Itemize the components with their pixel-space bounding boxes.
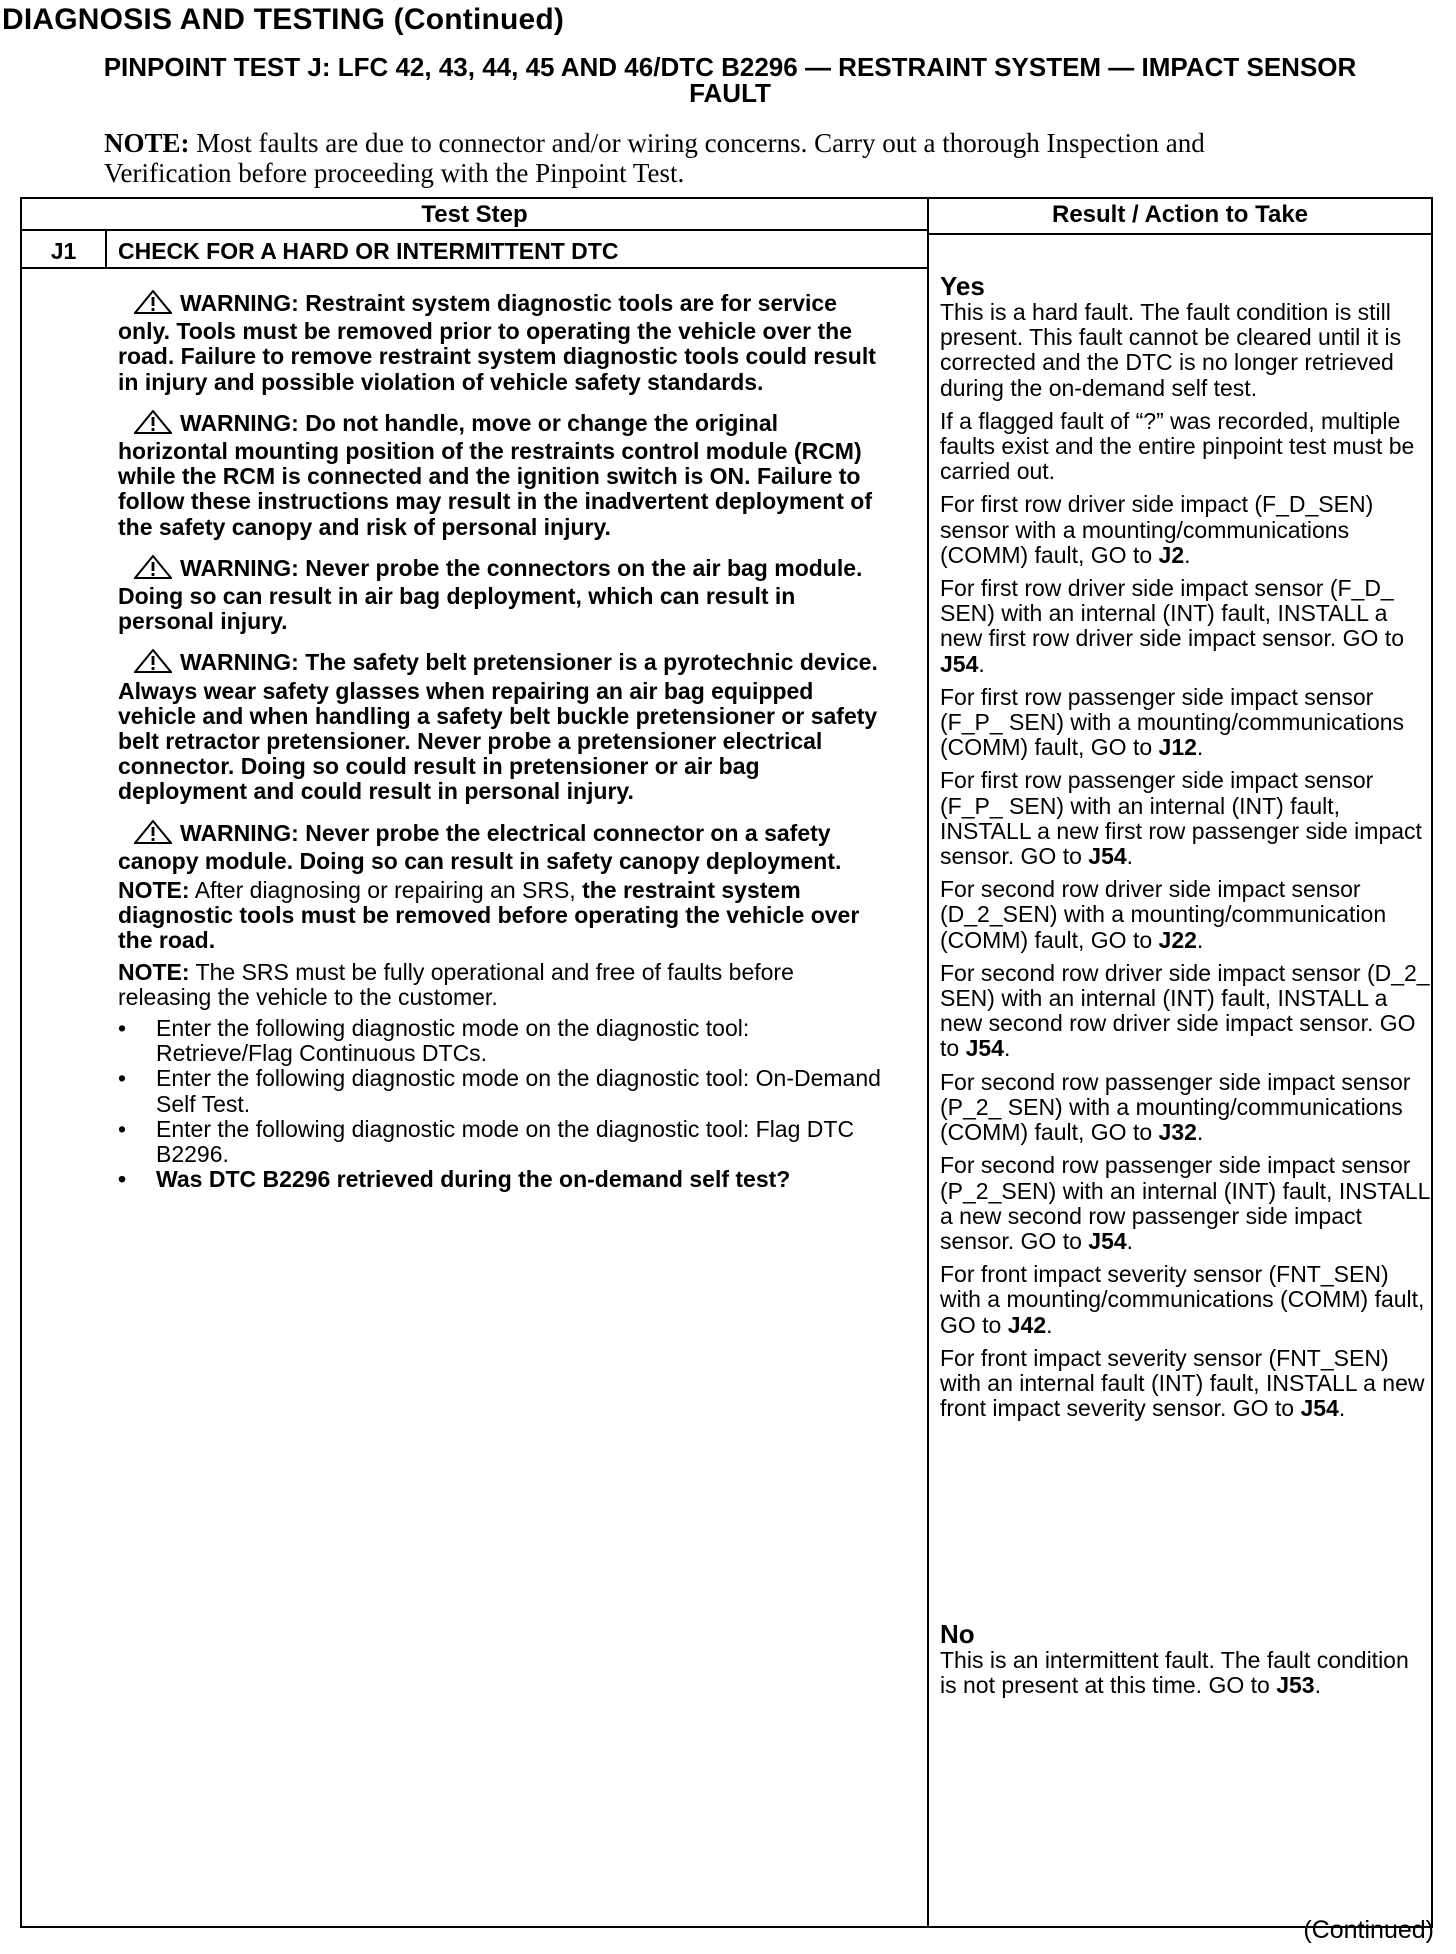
result-item: If a flagged fault of “?” was recorded, multiple faults exist and the entire pinpoint test must be carried out. xyxy=(940,407,1415,485)
intro-note-label: NOTE: xyxy=(104,128,190,158)
goto-step-link[interactable]: J54 xyxy=(1300,1395,1339,1422)
note-label: NOTE: xyxy=(118,958,190,985)
step-row-divider xyxy=(20,267,929,269)
warning-text: WARNING: The safety belt pretensioner is a pyrotechnic device. Always wear safety glasses when repairing an air bag equipped vehicle and when handling a safety belt buckle pretensioner or safety belt retractor pretensioner. Never probe a pretensioner electrical connector. Doing so could result in pretensioner or air bag deployment and could result in personal injury. xyxy=(118,649,878,805)
goto-step-link[interactable]: J42 xyxy=(1007,1311,1047,1338)
pinpoint-test-title xyxy=(20,54,1440,106)
note-label: NOTE: xyxy=(118,877,190,904)
goto-step-link[interactable]: J32 xyxy=(1158,1119,1197,1146)
result-item: For front impact severity sensor (FNT_SEN) with an internal fault (INT) fault, INSTALL a new front impact severity sensor. GO to J54. xyxy=(940,1344,1425,1422)
goto-step-link[interactable]: J53 xyxy=(1276,1672,1315,1699)
page-title: DIAGNOSIS AND TESTING (Continued) xyxy=(2,3,565,36)
procedure-step: • Enter the following diagnostic mode on the diagnostic tool: Flag DTC B2296. xyxy=(118,1117,888,1167)
result-no-block xyxy=(940,1620,1430,1706)
warning-text: WARNING: Do not handle, move or change the original horizontal mounting position of the restraints control module (RCM) while the RCM is connected and the ignition switch is ON. Failure to follow these instructions may result in the inadvertent deployment of the safety canopy and risk of personal injury. xyxy=(118,409,873,540)
goto-step-link[interactable]: J54 xyxy=(1088,843,1127,870)
result-item: For second row driver side impact sensor (D_2_ SEN) with an internal (INT) fault, INSTALL a new second row driver side impact sensor. GO to J54. xyxy=(940,959,1430,1062)
warning-triangle-icon xyxy=(134,820,172,849)
result-item: For second row driver side impact sensor (D_2_SEN) with a mounting/communication (COMM) fault, GO to J22. xyxy=(940,876,1387,953)
note-srs-tools xyxy=(118,878,888,954)
continued-footer: (Continued) xyxy=(1303,1916,1434,1944)
warning-text: WARNING: Never probe the connectors on the air bag module. Doing so can result in air bag deployment, which can result in personal injury. xyxy=(118,554,863,635)
note-srs-operational xyxy=(118,960,888,1010)
warning-triangle-icon xyxy=(134,290,172,319)
note-text: The SRS must be fully operational and free of faults before releasing the vehicle to the customer. xyxy=(118,958,794,1010)
result-item: For second row passenger side impact sensor (P_2_ SEN) with a mounting/communications (COMM) fault, GO to J32. xyxy=(940,1068,1411,1146)
warning-text: WARNING: Never probe the electrical connector on a safety canopy module. Doing so can result in safety canopy deployment. xyxy=(118,819,842,874)
result-content xyxy=(940,272,1430,1429)
header-divider xyxy=(20,229,929,231)
column-header-result: Result / Action to Take xyxy=(1051,201,1309,228)
result-item: For front impact severity sensor (FNT_SEN) with a mounting/communications (COMM) fault, GO to J42. xyxy=(940,1261,1425,1338)
warning-block xyxy=(118,555,888,635)
result-item: This is an intermittent fault. The fault condition is not present at this time. GO to J53. xyxy=(940,1647,1409,1699)
warning-block xyxy=(118,649,888,804)
header-divider-right xyxy=(927,233,1433,235)
procedure-question: • Was DTC B2296 retrieved during the on-demand self test? xyxy=(118,1167,888,1192)
result-item: For first row passenger side impact sensor (F_P_ SEN) with a mounting/communications (COMM) fault, GO to J12. xyxy=(940,683,1405,761)
note-text: After diagnosing or repairing an SRS, xyxy=(194,877,576,904)
warning-block xyxy=(118,820,888,874)
procedure-step: • Enter the following diagnostic mode on the diagnostic tool: On-Demand Self Test. xyxy=(118,1066,888,1116)
result-item: For second row passenger side impact sensor (P_2_SEN) with an internal (INT) fault, INSTALL a new second row passenger side impact sensor. GO to J54. xyxy=(940,1152,1430,1254)
result-item: For first row driver side impact sensor (F_D_ SEN) with an internal (INT) fault, INSTALL a new first row driver side impact sensor. GO to J54. xyxy=(940,575,1404,677)
test-title-line-2: FAULT xyxy=(689,78,771,108)
intro-note xyxy=(104,128,1304,188)
result-no-label: No xyxy=(940,1619,975,1649)
note-emphasis: the restraint system diagnostic tools must be removed before operating the vehicle over the road. xyxy=(118,877,860,954)
goto-step-link[interactable]: J54 xyxy=(1088,1227,1127,1254)
test-title-line-1: PINPOINT TEST J: LFC 42, 43, 44, 45 AND 46/DTC B2296 — RESTRAINT SYSTEM — IMPACT SENSOR xyxy=(103,52,1357,82)
warning-triangle-icon xyxy=(134,555,172,584)
goto-step-link[interactable]: J54 xyxy=(965,1035,1004,1062)
intro-note-text: Most faults are due to connector and/or wiring concerns. Carry out a thorough Inspection and Verification before proceeding with the Pinpoint Test. xyxy=(104,128,1205,188)
result-item: For first row driver side impact (F_D_SEN) sensor with a mounting/communications (COMM) fault, GO to J2. xyxy=(940,491,1374,568)
result-item: This is a hard fault. The fault condition is still present. This fault cannot be cleared until it is corrected and the DTC is no longer retrieved during the on-demand self test. xyxy=(940,299,1402,401)
step-id: J1 xyxy=(50,238,77,264)
warning-text: WARNING: Restraint system diagnostic tools are for service only. Tools must be removed prior to operating the vehicle over the road. Failure to remove restraint system diagnostic tools could result in injury and possible violation of vehicle safety standards. xyxy=(118,290,876,395)
column-header-test-step: Test Step xyxy=(421,201,528,228)
procedure-step: • Enter the following diagnostic mode on the diagnostic tool: Retrieve/Flag Continuous DTCs. xyxy=(118,1016,888,1066)
result-yes-label: Yes xyxy=(940,271,985,301)
test-step-content xyxy=(118,290,888,1193)
warning-triangle-icon xyxy=(134,649,172,678)
step-title: CHECK FOR A HARD OR INTERMITTENT DTC xyxy=(118,238,619,264)
warning-block xyxy=(118,410,888,540)
warning-triangle-icon xyxy=(134,410,172,439)
goto-step-link[interactable]: J2 xyxy=(1158,541,1185,568)
step-id-divider xyxy=(105,231,107,269)
goto-step-link[interactable]: J54 xyxy=(940,650,979,677)
warning-block xyxy=(118,290,888,395)
goto-step-link[interactable]: J22 xyxy=(1158,926,1197,953)
result-item: For first row passenger side impact sensor (F_P_ SEN) with an internal (INT) fault, INSTALL a new first row passenger side impact sensor. GO to J54. xyxy=(940,767,1422,870)
column-divider xyxy=(927,197,929,1928)
goto-step-link[interactable]: J12 xyxy=(1158,734,1197,761)
procedure-steps xyxy=(118,1016,888,1192)
